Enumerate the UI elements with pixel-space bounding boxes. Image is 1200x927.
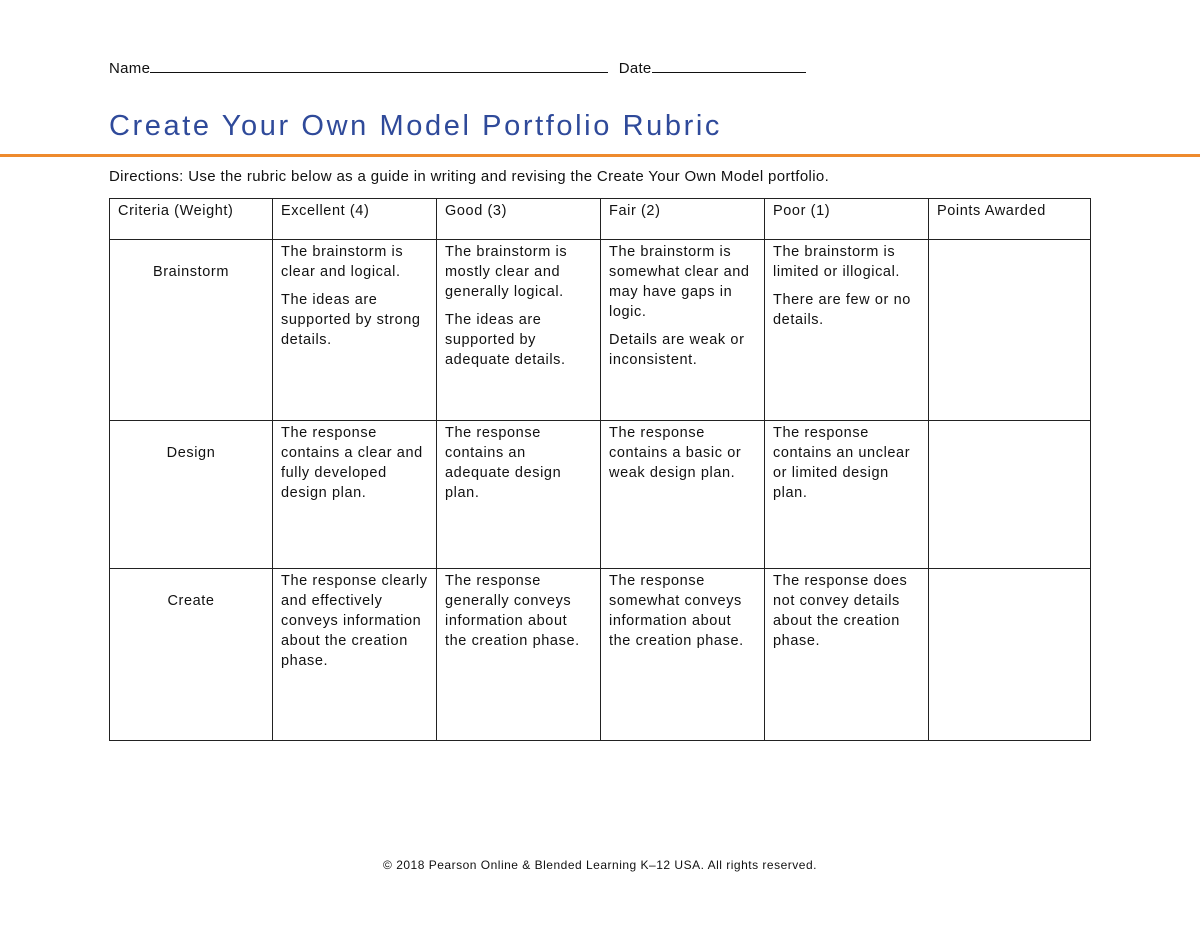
descriptor-text: Details are weak or inconsistent. [609,332,745,368]
title-divider [0,154,1200,157]
descriptor-text: The response contains a clear and fully developed design plan. [281,425,423,501]
name-field[interactable] [150,58,608,73]
points-awarded-cell[interactable] [929,421,1091,569]
descriptor-text: The brainstorm is clear and logical. [281,244,404,280]
descriptor-text: The brainstorm is mostly clear and generally logical. [445,244,568,300]
descriptor-text: The brainstorm is somewhat clear and may have gaps in logic. [609,244,750,320]
descriptor-text: The response contains a basic or weak design plan. [609,425,742,481]
rubric-header-row [110,199,1091,240]
good-cell [437,569,601,741]
table-row [110,240,1091,421]
column-header-points: Points Awarded [929,199,1091,240]
criterion-cell: Brainstorm [110,240,273,421]
table-row [110,569,1091,741]
points-awarded-cell[interactable] [929,569,1091,741]
poor-cell [765,421,929,569]
fair-cell [601,569,765,741]
descriptor-text: The response generally conveys information about the creation phase. [445,573,580,649]
column-header-criteria: Criteria (Weight) [110,199,273,240]
descriptor-text: The ideas are supported by strong details. [281,292,421,348]
fair-cell [601,240,765,421]
rubric-table [109,198,1091,741]
column-header-excellent: Excellent (4) [273,199,437,240]
copyright-footer: © 2018 Pearson Online & Blended Learning K–12 USA. All rights reserved. [383,858,817,872]
criterion-cell: Design [110,421,273,569]
page-title: Create Your Own Model Portfolio Rubric [109,110,722,142]
excellent-cell [273,421,437,569]
criterion-cell: Create [110,569,273,741]
date-field[interactable] [652,58,806,73]
points-awarded-cell[interactable] [929,240,1091,421]
name-date-line [109,58,806,77]
descriptor-text: The response contains an adequate design plan. [445,425,562,501]
date-label: Date [618,60,652,77]
excellent-cell [273,240,437,421]
descriptor-text: The response contains an unclear or limited design plan. [773,425,911,501]
descriptor-text: The ideas are supported by adequate details. [445,312,566,368]
table-row [110,421,1091,569]
directions-text: Directions: Use the rubric below as a guide in writing and revising the Create Your Own Model portfolio. [109,168,830,185]
good-cell [437,240,601,421]
column-header-fair: Fair (2) [601,199,765,240]
excellent-cell [273,569,437,741]
descriptor-text: The response somewhat conveys information about the creation phase. [609,573,744,649]
column-header-poor: Poor (1) [765,199,929,240]
descriptor-text: The response does not convey details about the creation phase. [773,573,908,649]
poor-cell [765,240,929,421]
descriptor-text: The response clearly and effectively conveys information about the creation phase. [281,573,428,669]
descriptor-text: There are few or no details. [773,292,911,328]
descriptor-text: The brainstorm is limited or illogical. [773,244,901,280]
poor-cell [765,569,929,741]
column-header-good: Good (3) [437,199,601,240]
name-label: Name [109,60,151,77]
good-cell [437,421,601,569]
fair-cell [601,421,765,569]
